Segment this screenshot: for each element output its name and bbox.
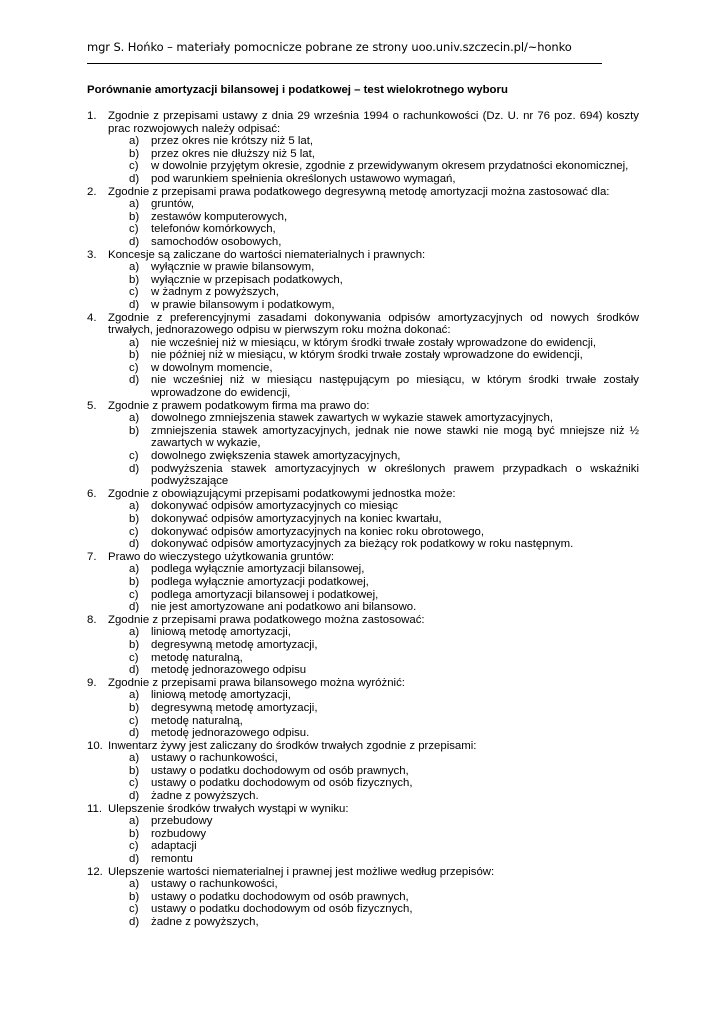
option-text: dokonywać odpisów amortyzacyjnych na koniec kwartału,: [151, 513, 442, 525]
answer-options: [87, 815, 639, 865]
answer-options: [87, 689, 639, 739]
option-letter: d): [129, 601, 140, 614]
option-letter: b): [129, 890, 140, 903]
option-text: ustawy o rachunkowości,: [151, 752, 278, 765]
answer-option: [87, 135, 639, 148]
option-letter: b): [129, 513, 140, 525]
answer-option: [87, 715, 639, 728]
answer-option: [87, 463, 639, 488]
answer-option: [87, 878, 639, 891]
answer-option: [87, 223, 639, 236]
option-text: gruntów,: [151, 198, 195, 211]
question-number: 3.: [87, 248, 97, 261]
option-text: wyłącznie w przepisach podatkowych,: [151, 273, 343, 286]
option-letter: a): [129, 135, 140, 148]
question-text: Zgodnie z przepisami prawa podatkowego degresywną metodę amortyzacji można zastosować dla:: [108, 185, 610, 198]
option-text: nie jest amortyzowane ani podatkowo ani bilansowo.: [151, 601, 417, 614]
answer-option: [87, 652, 639, 665]
option-letter: d): [129, 462, 140, 475]
answer-options: [87, 500, 639, 550]
option-letter: a): [129, 689, 140, 702]
option-letter: b): [129, 638, 140, 651]
answer-option: [87, 513, 639, 526]
option-letter: b): [129, 701, 140, 714]
question-text: Zgodnie z prawem podatkowym firma ma prawo do:: [108, 399, 370, 412]
question-11: [87, 803, 639, 816]
option-letter: b): [129, 575, 140, 588]
option-text: liniową metodę amortyzacji,: [151, 626, 291, 639]
option-letter: d): [129, 374, 140, 387]
option-letter: c): [129, 223, 139, 236]
question-number: 9.: [87, 676, 97, 689]
option-text: w dowolnie przyjętym okresie, zgodnie z przewidywanym okresem przydatności ekonomicznej,: [151, 160, 629, 173]
option-text: ustawy o podatku dochodowym od osób fizycznych,: [151, 903, 413, 916]
option-text: podlega amortyzacji bilansowej i podatkowej,: [151, 588, 379, 601]
answer-option: [87, 412, 639, 425]
question-text: Zgodnie z obowiązującymi przepisami podatkowymi jednostka może:: [108, 487, 456, 500]
question-number: 11.: [87, 802, 102, 815]
option-letter: c): [129, 588, 139, 601]
answer-option: [87, 639, 639, 652]
answer-option: [87, 211, 639, 224]
option-text: ustawy o podatku dochodowym od osób fizycznych,: [151, 777, 413, 790]
option-letter: a): [129, 563, 140, 576]
option-text: ustawy o rachunkowości,: [151, 878, 278, 891]
question-number: 7.: [87, 550, 97, 563]
answer-option: [87, 664, 639, 677]
answer-option: [87, 337, 639, 350]
question-number: 12.: [87, 865, 103, 878]
answer-option: [87, 526, 639, 539]
answer-option: [87, 790, 639, 803]
question-text: Zgodnie z przepisami ustawy z dnia 29 września 1994 o rachunkowości (Dz. U. nr 76 poz. 694) koszty prac rozwojowych należy odpisać:: [108, 110, 639, 135]
option-text: metodę jednorazowego odpisu.: [151, 727, 310, 740]
option-text: metodę naturalną,: [151, 714, 243, 727]
answer-option: [87, 777, 639, 790]
question-2: [87, 186, 639, 199]
question-text: Zgodnie z przepisami prawa bilansowego można wyróżnić:: [108, 676, 405, 689]
option-letter: b): [129, 764, 140, 777]
option-letter: d): [129, 727, 140, 740]
question-text: Koncesje są zaliczane do wartości niematerialnych i prawnych:: [108, 248, 426, 261]
option-text: telefonów komórkowych,: [151, 223, 276, 236]
option-text: metodę jednorazowego odpisu: [151, 664, 307, 677]
option-text: samochodów osobowych,: [151, 235, 282, 248]
option-letter: a): [129, 815, 140, 828]
question-list: [87, 110, 639, 929]
option-text: podlega wyłącznie amortyzacji bilansowej,: [151, 563, 365, 576]
answer-option: [87, 299, 639, 312]
question-12: [87, 866, 639, 879]
question-10: [87, 740, 639, 753]
option-letter: c): [129, 361, 139, 374]
answer-option: [87, 450, 639, 463]
option-letter: c): [129, 450, 139, 463]
answer-option: [87, 236, 639, 249]
option-text: nie wcześniej niż w miesiącu, w którym środki trwałe zostały wprowadzone do ewidencji,: [151, 336, 597, 349]
option-letter: a): [129, 626, 140, 639]
option-text: podwyższenia stawek amortyzacyjnych w określonych prawem przypadkach o wskaźniki podwyższające: [151, 462, 639, 488]
option-text: remontu: [151, 853, 193, 866]
page-header: mgr S. Hońko – materiały pomocnicze pobrane ze strony uoo.univ.szczecin.pl/~honko: [87, 40, 572, 54]
option-text: podlega wyłącznie amortyzacji podatkowej,: [151, 575, 369, 588]
option-letter: b): [129, 273, 140, 286]
option-letter: d): [129, 664, 140, 677]
option-text: degresywną metodę amortyzacji,: [151, 638, 318, 651]
option-letter: d): [129, 235, 140, 248]
answer-options: [87, 878, 639, 928]
question-number: 10.: [87, 739, 103, 752]
option-letter: c): [129, 286, 139, 299]
question-number: 1.: [87, 110, 97, 122]
question-8: [87, 614, 639, 627]
option-text: w żadnym z powyższych,: [151, 286, 279, 299]
option-text: degresywną metodę amortyzacji,: [151, 701, 318, 714]
answer-option: [87, 261, 639, 274]
option-letter: d): [129, 172, 140, 185]
answer-option: [87, 891, 639, 904]
answer-option: [87, 853, 639, 866]
option-letter: d): [129, 538, 140, 551]
option-text: adaptacji: [151, 840, 197, 853]
answer-options: [87, 563, 639, 613]
option-letter: b): [129, 210, 140, 223]
option-text: dowolnego zwiększenia stawek amortyzacyjnych,: [151, 450, 401, 463]
option-letter: a): [129, 752, 140, 765]
question-7: [87, 551, 639, 564]
page-title: Porównanie amortyzacji bilansowej i podatkowej – test wielokrotnego wyboru: [87, 84, 508, 96]
option-text: nie później niż w miesiącu, w którym środki trwałe zostały wprowadzone do ewidencji,: [151, 349, 583, 362]
answer-option: [87, 765, 639, 778]
question-number: 2.: [87, 185, 97, 198]
answer-option: [87, 626, 639, 639]
option-text: dokonywać odpisów amortyzacyjnych za bieżący rok podatkowy w roku następnym.: [151, 538, 574, 551]
answer-option: [87, 589, 639, 602]
answer-option: [87, 828, 639, 841]
option-text: żadne z powyższych.: [151, 790, 259, 803]
answer-option: [87, 576, 639, 589]
option-text: przez okres nie dłuższy niż 5 lat,: [151, 147, 315, 160]
answer-option: [87, 727, 639, 740]
question-text: Zgodnie z przepisami prawa podatkowego można zastosować:: [108, 613, 425, 626]
option-letter: c): [129, 777, 139, 790]
answer-options: [87, 135, 639, 185]
question-6: [87, 488, 639, 501]
question-text: Zgodnie z preferencyjnymi zasadami dokonywania odpisów amortyzacyjnych od nowych środków trwałych, jednorazowego odpisu w pierwszym roku można dokonać:: [108, 311, 639, 337]
option-letter: c): [129, 160, 139, 173]
answer-option: [87, 286, 639, 299]
option-text: zestawów komputerowych,: [151, 210, 288, 223]
option-text: dokonywać odpisów amortyzacyjnych na koniec roku obrotowego,: [151, 525, 485, 538]
answer-option: [87, 198, 639, 211]
option-letter: a): [129, 261, 140, 274]
option-letter: c): [129, 525, 139, 538]
option-letter: d): [129, 916, 140, 928]
option-letter: a): [129, 878, 140, 891]
option-text: zmniejszenia stawek amortyzacyjnych, jednak nie nowe stawki nie mogą być mniejsze niż ½ zawartych w wykazie,: [151, 424, 639, 450]
option-letter: d): [129, 298, 140, 311]
option-text: wyłącznie w prawie bilansowym,: [151, 261, 315, 274]
answer-options: [87, 412, 639, 488]
answer-option: [87, 903, 639, 916]
answer-option: [87, 425, 639, 450]
option-text: ustawy o podatku dochodowym od osób prawnych,: [151, 764, 409, 777]
option-text: liniową metodę amortyzacji,: [151, 689, 291, 702]
option-text: w prawie bilansowym i podatkowym,: [151, 298, 335, 311]
answer-option: [87, 601, 639, 614]
option-letter: a): [129, 336, 140, 349]
answer-option: [87, 160, 639, 173]
option-letter: a): [129, 500, 140, 513]
answer-option: [87, 702, 639, 715]
header-divider: [87, 63, 602, 64]
answer-options: [87, 198, 639, 248]
answer-option: [87, 752, 639, 765]
question-1: [87, 110, 639, 135]
answer-options: [87, 626, 639, 676]
option-text: dowolnego zmniejszenia stawek zawartych w wykazie stawek amortyzacyjnych,: [151, 412, 553, 425]
question-number: 5.: [87, 399, 97, 412]
answer-options: [87, 261, 639, 311]
option-text: w dowolnym momencie,: [151, 361, 273, 374]
question-5: [87, 400, 639, 413]
option-letter: a): [129, 412, 140, 425]
question-text: Ulepszenie wartości niematerialnej i prawnej jest możliwe według przepisów:: [108, 865, 495, 878]
option-text: rozbudowy: [151, 827, 207, 840]
answer-option: [87, 815, 639, 828]
option-text: pod warunkiem spełnienia określonych ustawowo wymagań,: [151, 172, 456, 185]
answer-option: [87, 173, 639, 186]
answer-option: [87, 840, 639, 853]
option-text: nie wcześniej niż w miesiącu następującym po miesiącu, w którym środki trwałe zostały wprowadzone do ewidencji,: [151, 374, 639, 400]
question-text: Inwentarz żywy jest zaliczany do środków trwałych zgodnie z przepisami:: [108, 739, 477, 752]
question-number: 8.: [87, 613, 97, 626]
answer-option: [87, 349, 639, 362]
option-text: przez okres nie krótszy niż 5 lat,: [151, 135, 314, 148]
answer-option: [87, 500, 639, 513]
answer-option: [87, 374, 639, 399]
answer-option: [87, 563, 639, 576]
option-letter: c): [129, 651, 139, 664]
option-text: dokonywać odpisów amortyzacyjnych co miesiąc: [151, 500, 398, 513]
option-letter: b): [129, 827, 140, 840]
option-text: przebudowy: [151, 815, 213, 828]
answer-option: [87, 148, 639, 161]
option-letter: c): [129, 903, 139, 916]
answer-option: [87, 916, 639, 929]
option-text: metodę naturalną,: [151, 651, 243, 664]
option-letter: d): [129, 853, 140, 866]
question-number: 6.: [87, 487, 97, 500]
option-text: ustawy o podatku dochodowym od osób prawnych,: [151, 890, 409, 903]
question-9: [87, 677, 639, 690]
answer-option: [87, 689, 639, 702]
option-letter: c): [129, 714, 139, 727]
option-text: żadne z powyższych,: [151, 916, 259, 928]
option-letter: c): [129, 840, 139, 853]
option-letter: b): [129, 424, 140, 437]
answer-options: [87, 752, 639, 802]
answer-option: [87, 538, 639, 551]
option-letter: b): [129, 349, 140, 362]
question-text: Ulepszenie środków trwałych wystąpi w wyniku:: [108, 802, 349, 815]
option-letter: b): [129, 147, 140, 160]
question-3: [87, 249, 639, 262]
answer-option: [87, 274, 639, 287]
option-letter: d): [129, 790, 140, 803]
question-number: 4.: [87, 311, 97, 324]
answer-option: [87, 362, 639, 375]
option-letter: a): [129, 198, 140, 211]
question-text: Prawo do wieczystego użytkowania gruntów:: [108, 550, 335, 563]
answer-options: [87, 337, 639, 400]
question-4: [87, 312, 639, 337]
